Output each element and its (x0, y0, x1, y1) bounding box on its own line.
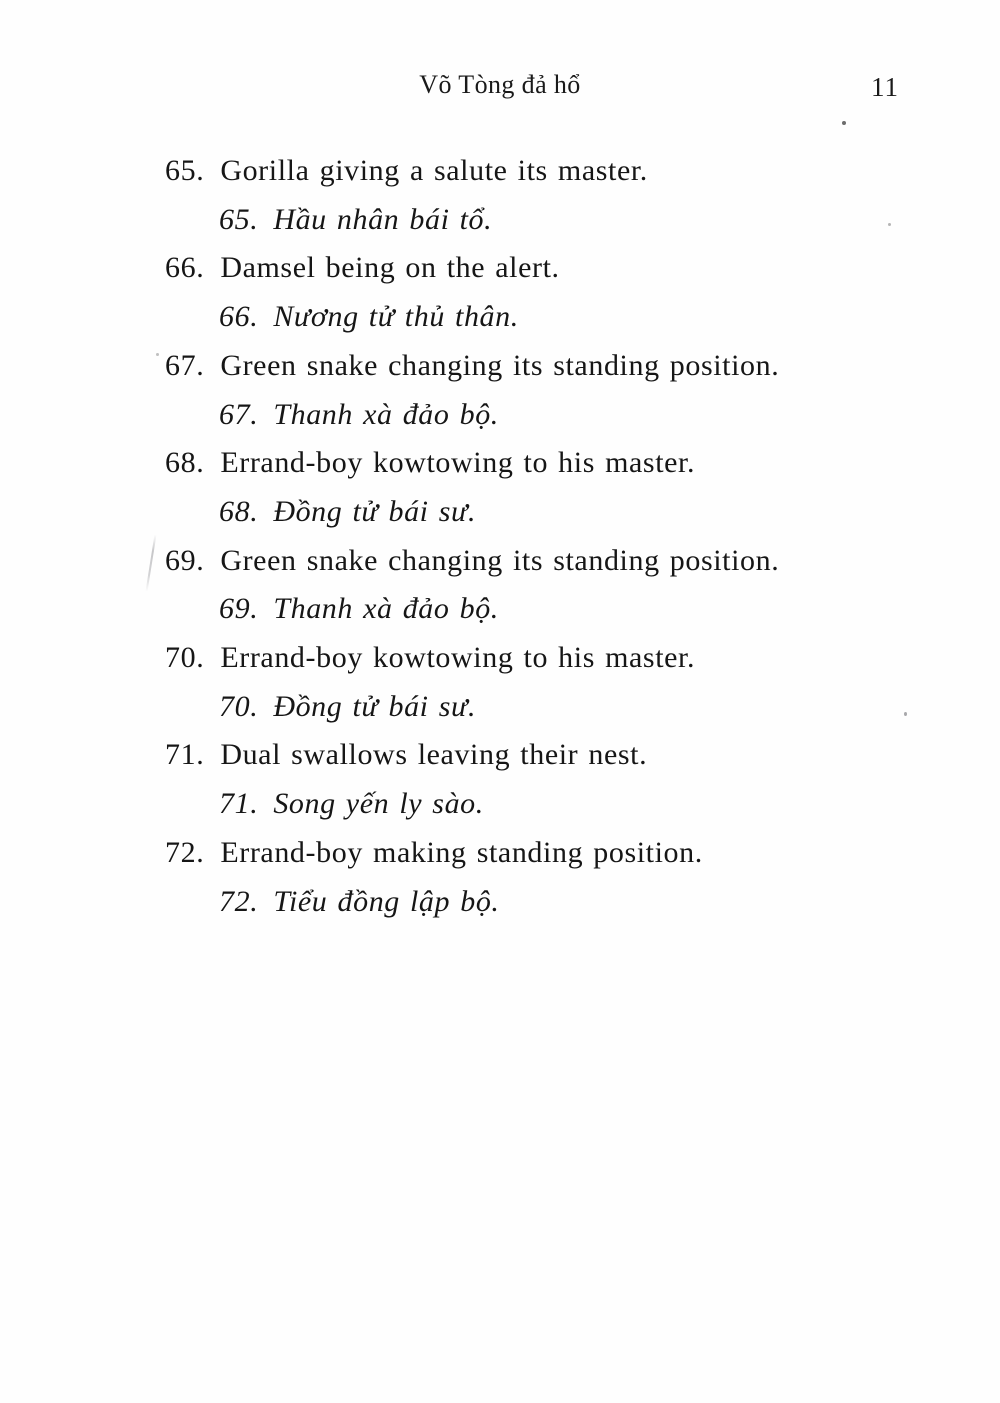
entry-english-line (165, 244, 925, 293)
entry-vietnamese-line (219, 293, 925, 342)
entry-english-text: Green snake changing its standing position. (220, 348, 780, 382)
scan-speck (904, 712, 907, 716)
entry-vietnamese-line (219, 683, 925, 732)
entry-vietnamese-line (219, 488, 925, 537)
entry-vietnamese-line (219, 196, 925, 245)
entry-number-italic: 65. (219, 202, 259, 236)
entry-number: 66. (165, 251, 205, 285)
entry-english-text: Errand-boy kowtowing to his master. (220, 446, 696, 480)
list-item (165, 439, 925, 536)
entry-vietnamese-line (219, 585, 925, 634)
list-item (165, 342, 925, 439)
entry-vietnamese-text: Song yến ly sào. (273, 787, 484, 821)
entry-number-italic: 71. (219, 787, 259, 821)
entry-english-text: Dual swallows leaving their nest. (220, 738, 648, 772)
scan-speck (842, 121, 846, 125)
entry-english-line (165, 342, 925, 391)
entry-english-text: Gorilla giving a salute its master. (220, 154, 648, 187)
entry-vietnamese-line (219, 780, 925, 829)
entry-english-text: Green snake changing its standing position. (220, 543, 780, 577)
entry-vietnamese-text: Đồng tử bái sư. (273, 689, 477, 723)
entry-number-italic: 68. (219, 494, 259, 528)
entry-english-text: Errand-boy kowtowing to his master. (220, 641, 696, 675)
scan-speck (888, 223, 891, 226)
list-item (165, 147, 925, 244)
entry-number: 72. (165, 835, 205, 869)
entry-number: 70. (165, 641, 205, 675)
technique-list (165, 147, 925, 926)
entry-vietnamese-text: Tiểu đồng lập bộ. (273, 884, 500, 918)
scan-scratch (145, 534, 156, 592)
entry-english-line (165, 537, 925, 586)
list-item (165, 537, 925, 634)
page-number: 11 (871, 72, 899, 102)
entry-number-italic: 67. (219, 397, 259, 431)
list-item (165, 731, 925, 828)
entry-vietnamese-text: Thanh xà đảo bộ. (273, 397, 499, 431)
running-title: Võ Tòng đả hổ (419, 70, 581, 99)
entry-vietnamese-text: Đồng tử bái sư. (273, 494, 477, 528)
entry-english-line (165, 147, 925, 196)
entry-english-line (165, 829, 925, 878)
entry-english-text: Errand-boy making standing position. (220, 835, 703, 869)
entry-number: 68. (165, 446, 205, 480)
entry-vietnamese-text: Thanh xà đảo bộ. (273, 592, 499, 626)
entry-english-line (165, 731, 925, 780)
list-item (165, 829, 925, 926)
entry-number: 69. (165, 543, 205, 577)
entry-number-italic: 66. (219, 300, 259, 334)
entry-vietnamese-text: Nương tử thủ thân. (273, 300, 519, 334)
list-item (165, 244, 925, 341)
entry-number-italic: 72. (219, 884, 259, 918)
entry-english-line (165, 634, 925, 683)
entry-number-italic: 69. (219, 592, 259, 626)
list-item (165, 634, 925, 731)
scan-speck (156, 353, 159, 356)
entry-english-line (165, 439, 925, 488)
entry-number: 71. (165, 738, 205, 772)
entry-vietnamese-text: Hầu nhân bái tổ. (273, 202, 493, 236)
entry-number: 67. (165, 348, 205, 382)
entry-vietnamese-line (219, 878, 925, 927)
running-header (0, 70, 1000, 106)
entry-vietnamese-line (219, 391, 925, 440)
entry-number-italic: 70. (219, 689, 259, 723)
entry-english-text: Damsel being on the alert. (220, 251, 560, 285)
entry-number: 65. (165, 154, 205, 187)
